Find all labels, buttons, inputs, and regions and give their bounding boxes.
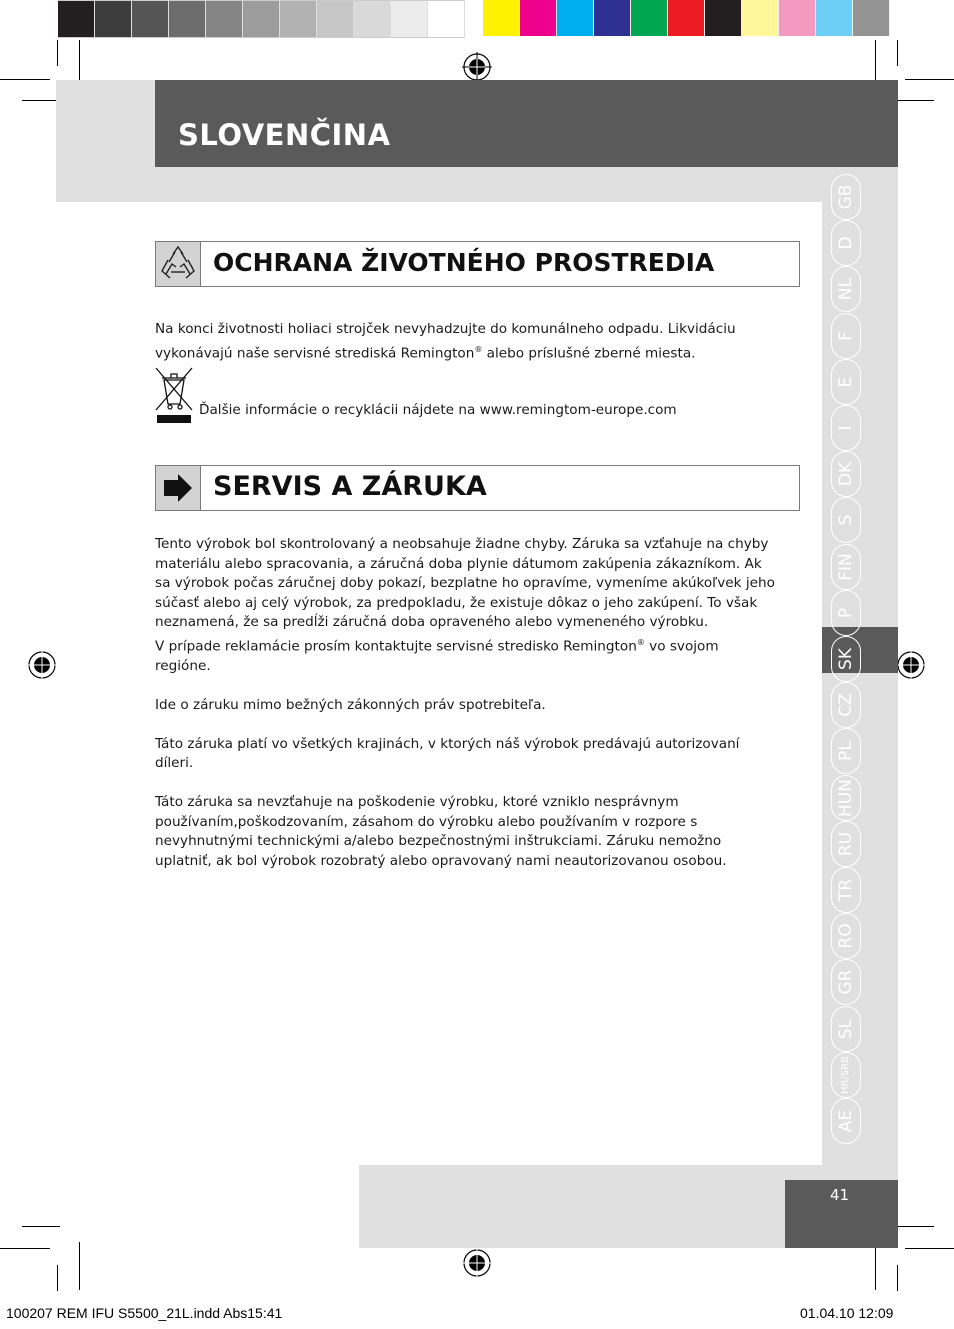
crop-mark	[0, 1248, 50, 1249]
registered-mark: ®	[474, 344, 483, 354]
color-swatch	[779, 0, 816, 36]
language-tab-hr-srb	[831, 1052, 861, 1098]
language-tab-d	[831, 220, 861, 266]
language-tab-gr	[831, 959, 861, 1005]
crop-mark	[57, 40, 58, 66]
language-tab-i	[831, 405, 861, 451]
service-text	[155, 535, 775, 871]
language-tab-label: SL	[836, 1018, 856, 1039]
language-tab-label: TR	[836, 878, 856, 902]
language-tab-dk	[831, 451, 861, 497]
section-header-environment	[155, 241, 800, 287]
language-tab-label: RO	[836, 923, 856, 949]
footer-file-info: 100207 REM IFU S5500_21L.indd Abs15:41	[6, 1305, 283, 1321]
color-swatch	[132, 0, 169, 38]
language-tab-label: P	[836, 607, 856, 618]
registration-mark-icon	[27, 650, 57, 680]
language-tab-label: DK	[836, 462, 856, 487]
language-tab-nl	[831, 266, 861, 312]
color-swatch	[58, 0, 95, 38]
language-tab-label: GR	[836, 969, 856, 995]
paragraph: Ide o záruku mimo bežných zákonných práv spotrebiteľa.	[155, 696, 546, 713]
language-tab-ru	[831, 821, 861, 867]
color-swatch	[428, 0, 465, 38]
language-tab-label: FIN	[836, 552, 856, 581]
language-tab-label: AE	[836, 1109, 856, 1133]
paragraph: Táto záruka sa nevzťahuje na poškodenie výrobku, ktoré vzniklo nesprávnym používaním,poškodzovaním, zásahom do výrobku alebo používaním v rozpore s nevyhnutnými technickými a/alebo bezpečnostnými inštrukciami. Záruku nemožno uplatniť, ak bol výrobok rozobratý alebo opravovaný nami neautorizovanou osobou.	[155, 794, 727, 869]
crop-mark	[0, 79, 50, 80]
paragraph: Táto záruka platí vo všetkých krajinách, v ktorých náš výrobok predávajú autorizovaní díleri.	[155, 735, 740, 772]
crop-mark	[22, 100, 60, 101]
color-swatch	[243, 0, 280, 38]
color-swatch	[594, 0, 631, 36]
color-swatch	[631, 0, 668, 36]
text: alebo príslušné zberné miesta.	[482, 345, 696, 362]
color-swatch	[95, 0, 132, 38]
language-tab-label: CZ	[836, 693, 856, 717]
language-tab-label: D	[836, 236, 856, 250]
language-tab-sl	[831, 1006, 861, 1052]
language-tab-label: GB	[836, 184, 856, 210]
page-title: SLOVENČINA	[178, 118, 391, 152]
language-tab-sk	[831, 636, 861, 682]
language-tab-label: I	[836, 425, 856, 431]
color-swatch	[206, 0, 243, 38]
color-swatch	[557, 0, 594, 36]
language-tab-tr	[831, 867, 861, 913]
color-swatch	[317, 0, 354, 38]
language-tab-ro	[831, 913, 861, 959]
registration-mark-icon	[462, 52, 492, 82]
language-tab-f	[831, 313, 861, 359]
language-tab-label: SK	[836, 648, 856, 670]
language-tab-label: HUN	[836, 778, 856, 817]
crossed-out-bin-icon	[154, 366, 194, 426]
language-tab-label: E	[836, 376, 856, 388]
crop-mark	[896, 100, 934, 101]
color-swatch	[742, 0, 779, 36]
section-title: OCHRANA ŽIVOTNÉHO PROSTREDIA	[213, 248, 715, 277]
gray-color-bar	[58, 0, 465, 38]
color-swatch	[391, 0, 428, 38]
footer-date: 01.04.10 12:09	[800, 1305, 894, 1321]
process-color-bar	[483, 0, 890, 38]
color-swatch	[668, 0, 705, 36]
crop-mark	[57, 1265, 58, 1291]
crop-mark	[896, 1226, 934, 1227]
registration-mark-icon	[896, 650, 926, 680]
language-tab-e	[831, 359, 861, 405]
language-tab-fin	[831, 544, 861, 590]
crop-mark	[897, 1265, 898, 1291]
text: vo svojom regióne.	[155, 638, 719, 674]
language-tab-s	[831, 497, 861, 543]
frame-top	[56, 166, 898, 202]
language-tab-p	[831, 590, 861, 636]
color-swatch	[705, 0, 742, 36]
language-tab-pl	[831, 728, 861, 774]
section-title: SERVIS A ZÁRUKA	[213, 471, 487, 502]
language-tab-label: S	[836, 514, 856, 526]
language-tab-gb	[831, 174, 861, 220]
color-swatch	[169, 0, 206, 38]
registered-mark: ®	[636, 637, 645, 647]
page-number: 41	[830, 1186, 850, 1204]
language-tab-label: F	[836, 330, 856, 341]
arrow-right-icon	[156, 466, 201, 510]
crop-mark	[905, 79, 954, 80]
crop-mark	[875, 1242, 876, 1290]
color-swatch	[816, 0, 853, 36]
language-tab-hun	[831, 775, 861, 821]
crop-mark	[79, 1242, 80, 1290]
crop-mark	[897, 40, 898, 66]
text: Na konci životnosti holiaci strojček nevyhadzujte do komunálneho odpadu. Likvidáciu vykonávajú naše servisné strediská Remington	[155, 321, 736, 362]
language-tab-label: HR/SRB	[840, 1055, 851, 1094]
section-header-service	[155, 465, 800, 511]
color-swatch	[520, 0, 557, 36]
language-tab-label: NL	[836, 278, 856, 301]
recycle-icon	[156, 242, 201, 286]
color-swatch	[853, 0, 890, 36]
crop-mark	[22, 1226, 60, 1227]
text: V prípade reklamácie prosím kontaktujte servisné stredisko Remington	[155, 638, 637, 655]
language-tab-label: RU	[836, 831, 856, 856]
environment-paragraph	[155, 320, 775, 364]
crop-mark	[905, 1248, 954, 1249]
paragraph: Tento výrobok bol skontrolovaný a neobsahuje žiadne chyby. Záruka sa vzťahuje na chyby materiálu alebo spracovania, a záručná doba plynie dátumom zakúpenia zákazníkom. Ak sa výrobok počas záručnej doby pokazí, bezplatne ho opravíme, vymeníme akúkoľvek jeho súčasť alebo aj celý výrobok, za predpokladu, že existuje dôkaz o jeho zakúpení. To však neznamená, že sa predĺži záručná doba opraveného alebo vymeneného výrobku.	[155, 536, 775, 630]
registration-mark-icon	[462, 1248, 492, 1278]
language-tab-ae	[831, 1098, 861, 1144]
color-swatch	[280, 0, 317, 38]
color-swatch	[483, 0, 520, 36]
language-tab-label: PL	[836, 741, 856, 762]
recycle-info: Ďalšie informácie o recyklácii nájdete na www.remingtom-europe.com	[199, 402, 677, 418]
language-tab-cz	[831, 682, 861, 728]
paragraph	[155, 633, 775, 677]
color-swatch	[354, 0, 391, 38]
